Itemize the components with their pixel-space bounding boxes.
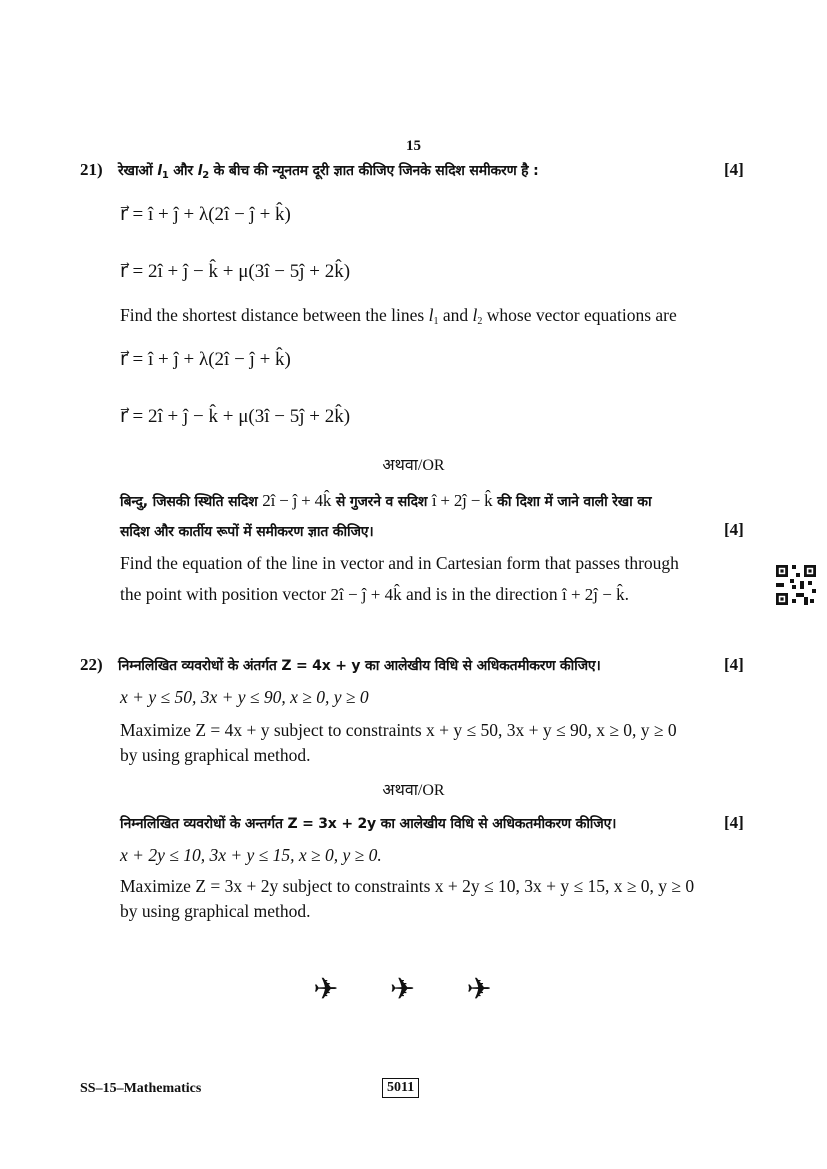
q21-alt-marks: [4] [724,520,744,539]
q22-alt-marks: [4] [724,813,744,832]
qr-code [776,565,816,605]
q22-alt-constraints: x + 2y ≤ 10, 3x + y ≤ 15, x ≥ 0, y ≥ 0. [120,845,382,865]
q21-equation-1-english: r⃗ = î + ĵ + λ(2î − ĵ + k̂) [120,349,291,370]
q22-or-label: अथवा/OR [382,782,445,799]
q22-english-line1: Maximize Z = 4x + y subject to constraints x + y ≤ 50, 3x + y ≤ 90, x ≥ 0, y ≥ 0 [120,720,677,740]
q21-alt-hindi-line2: सदिश और कार्तीय रूपों में समीकरण ज्ञात कीजिए। [120,524,374,540]
question-22-hindi: निम्नलिखित व्यवरोधों के अंतर्गत Z = 4x + y का आलेखीय विधि से अधिकतमीकरण कीजिए। [118,658,601,674]
q21-alt-english-line2: the point with position vector 2î − ĵ + 4k̂ and is in the direction î + 2ĵ − k̂. [120,584,629,604]
q21-equation-2-english: r⃗ = 2î + ĵ − k̂ + μ(3î − 5ĵ + 2k̂) [120,406,351,427]
q21-alt-english-line1: Find the equation of the line in vector and in Cartesian form that passes through [120,553,679,573]
question-21-english: Find the shortest distance between the lines $l_1$ and $l_2$ whose vector equations are [120,305,677,327]
question-21-hindi: रेखाओं $l_1$ और $l_2$ के बीच की न्यूनतम दूरी ज्ञात कीजिए जिनके सदिश समीकरण है : [118,163,539,181]
footer-subject: SS–15–Mathematics [80,1081,202,1096]
q21-equation-1: r⃗ = î + ĵ + λ(2î − ĵ + k̂) [120,204,291,225]
page-number: 15 [406,138,421,154]
question-21-number: 21) [80,160,103,179]
q22-constraints: x + y ≤ 50, 3x + y ≤ 90, x ≥ 0, y ≥ 0 [120,687,369,707]
q22-alt-english-line2: by using graphical method. [120,901,311,921]
footer-code: 5011 [382,1078,419,1098]
q22-alt-hindi: निम्नलिखित व्यवरोधों के अन्तर्गत Z = 3x + 2y का आलेखीय विधि से अधिकतमीकरण कीजिए। [120,816,617,832]
q21-alt-hindi-line1: बिन्दु, जिसकी स्थिति सदिश 2î − ĵ + 4k̂ से गुजरने व सदिश î + 2ĵ − k̂ की दिशा में जाने वाली रेखा का [120,491,652,510]
q21-equation-2: r⃗ = 2î + ĵ − k̂ + μ(3î − 5ĵ + 2k̂) [120,261,351,282]
end-of-paper-marks: ✈ ✈ ✈ [313,973,514,1006]
q22-alt-english-line1: Maximize Z = 3x + 2y subject to constraints x + 2y ≤ 10, 3x + y ≤ 15, x ≥ 0, y ≥ 0 [120,876,695,896]
q21-or-label: अथवा/OR [382,457,445,474]
q22-english-line2: by using graphical method. [120,745,311,765]
question-21-marks: [4] [724,160,744,179]
question-22-marks: [4] [724,655,744,674]
question-22-number: 22) [80,655,103,674]
